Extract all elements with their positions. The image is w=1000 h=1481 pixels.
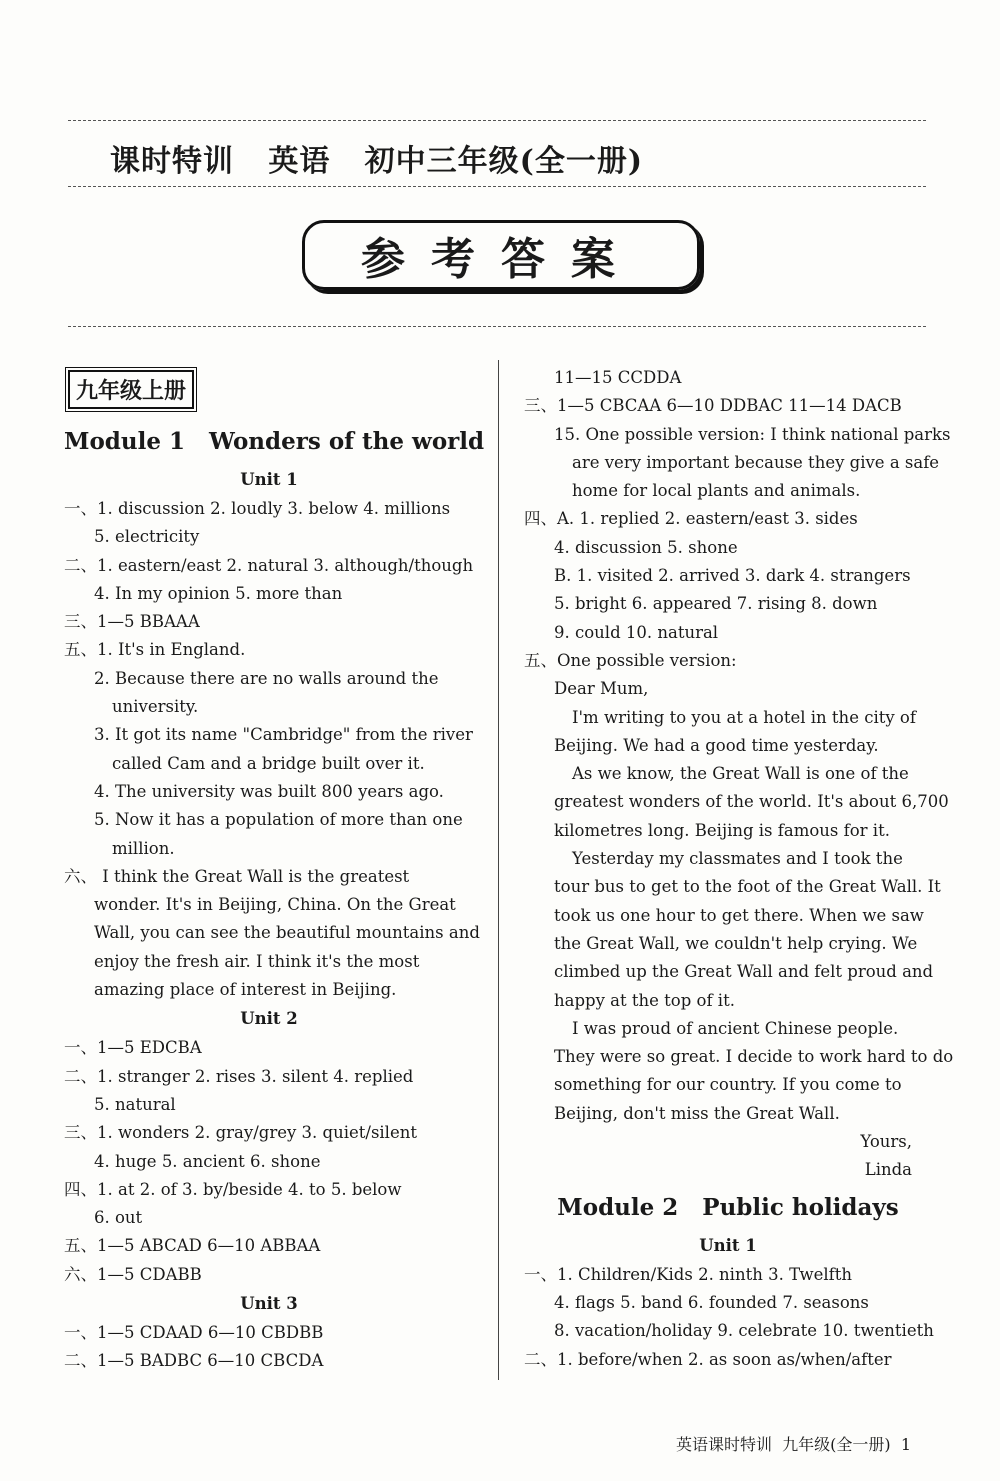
answer-line: 8. vacation/holiday 9. celebrate 10. twentieth bbox=[554, 1321, 934, 1341]
answer-line: 6. out bbox=[94, 1208, 143, 1228]
answer-line: Dear Mum, bbox=[554, 679, 649, 699]
right-answer-lines bbox=[524, 364, 954, 1374]
unit-title: Unit 3 bbox=[240, 1294, 298, 1314]
answer-line: 11—15 CCDDA bbox=[554, 368, 682, 387]
answer-line: 四、1. at 2. of 3. by/beside 4. to 5. below bbox=[64, 1179, 402, 1199]
answer-line: 5. Now it has a population of more than one bbox=[94, 810, 463, 830]
answer-line: B. 1. visited 2. arrived 3. dark 4. strangers bbox=[554, 566, 911, 586]
answer-line: climbed up the Great Wall and felt proud and bbox=[554, 962, 934, 982]
answer-line: amazing place of interest in Beijing. bbox=[94, 980, 397, 1000]
answer-line: 9. could 10. natural bbox=[554, 622, 719, 642]
header-divider bbox=[68, 186, 926, 187]
answer-line: called Cam and a bridge built over it. bbox=[112, 753, 425, 773]
answer-line: 5. electricity bbox=[94, 527, 200, 547]
answer-line: Beijing. We had a good time yesterday. bbox=[554, 735, 879, 755]
answer-line: 3. It got its name "Cambridge" from the river bbox=[94, 725, 473, 745]
grade-label: 九年级上册 bbox=[68, 370, 194, 409]
book-title: 课时特训 英语 初中三年级(全一册) bbox=[110, 144, 644, 179]
unit-title: Unit 2 bbox=[240, 1009, 298, 1029]
answer-line: 5. natural bbox=[94, 1094, 176, 1114]
answer-line: 二、1. eastern/east 2. natural 3. although/though bbox=[64, 555, 474, 575]
answer-line: 4. In my opinion 5. more than bbox=[94, 583, 343, 603]
answer-line: 四、A. 1. replied 2. eastern/east 3. sides bbox=[524, 509, 858, 529]
answer-line: the Great Wall, we couldn't help crying. We bbox=[554, 933, 918, 953]
answer-line: I was proud of ancient Chinese people. bbox=[572, 1018, 899, 1038]
answer-line: 二、1. before/when 2. as soon as/when/after bbox=[524, 1349, 892, 1369]
answer-line: I'm writing to you at a hotel in the city of bbox=[572, 707, 916, 727]
answer-line: 15. One possible version: I think national parks bbox=[554, 424, 951, 444]
left-answer-lines bbox=[64, 465, 480, 1376]
answer-line: 五、1. It's in England. bbox=[64, 640, 246, 660]
answer-key-banner: 参考答案 bbox=[302, 220, 700, 290]
answer-line: 五、One possible version: bbox=[524, 650, 737, 670]
answer-line: enjoy the fresh air. I think it's the most bbox=[94, 951, 420, 971]
answer-line: greatest wonders of the world. It's about 6,700 bbox=[554, 792, 949, 812]
answer-line: university. bbox=[112, 697, 199, 717]
answer-line: happy at the top of it. bbox=[554, 990, 735, 1010]
answer-line: 二、1—5 BADBC 6—10 CBCDA bbox=[64, 1351, 324, 1371]
answer-line: 一、1—5 EDCBA bbox=[64, 1038, 202, 1058]
answer-line: 5. bright 6. appeared 7. rising 8. down bbox=[554, 594, 878, 614]
answer-line: 4. discussion 5. shone bbox=[554, 537, 738, 557]
answer-line: Wall, you can see the beautiful mountains and bbox=[94, 923, 480, 943]
answer-line: took us one hour to get there. When we saw bbox=[554, 905, 924, 925]
right-column bbox=[524, 364, 954, 1374]
answer-line: 五、1—5 ABCAD 6—10 ABBAA bbox=[64, 1236, 321, 1256]
answer-line: tour bus to get to the foot of the Great Wall. It bbox=[554, 877, 941, 897]
module-title: Module 2 Public holidays bbox=[557, 1193, 899, 1221]
answer-line: They were so great. I decide to work hard to do bbox=[554, 1047, 954, 1067]
answer-line: something for our country. If you come to bbox=[554, 1075, 902, 1095]
module-1-title: Module 1 Wonders of the world bbox=[64, 428, 485, 455]
answer-line: 三、1—5 BBAAA bbox=[64, 612, 200, 632]
answer-line: 六、1—5 CDABB bbox=[64, 1264, 202, 1284]
signature-line: Linda bbox=[864, 1160, 912, 1180]
answer-line: 4. huge 5. ancient 6. shone bbox=[94, 1151, 321, 1171]
answer-line: are very important because they give a safe bbox=[572, 452, 940, 472]
answer-line: 2. Because there are no walls around the bbox=[94, 668, 439, 688]
answer-line: Yesterday my classmates and I took the bbox=[572, 849, 903, 869]
unit-title: Unit 1 bbox=[699, 1235, 757, 1255]
answer-line: 二、1. stranger 2. rises 3. silent 4. replied bbox=[64, 1066, 414, 1086]
left-column bbox=[64, 364, 485, 1376]
answer-line: million. bbox=[112, 838, 175, 858]
answer-line: 三、1—5 CBCAA 6—10 DDBAC 11—14 DACB bbox=[524, 396, 902, 416]
answer-line: Beijing, don't miss the Great Wall. bbox=[554, 1103, 840, 1123]
answer-line: 六、 I think the Great Wall is the greatest bbox=[64, 866, 410, 886]
answer-line: As we know, the Great Wall is one of the bbox=[572, 764, 909, 784]
answer-line: 4. flags 5. band 6. founded 7. seasons bbox=[554, 1292, 869, 1312]
answer-line: 一、1. discussion 2. loudly 3. below 4. millions bbox=[64, 499, 451, 518]
answer-line: 三、1. wonders 2. gray/grey 3. quiet/silent bbox=[64, 1123, 417, 1143]
answer-line: 4. The university was built 800 years ago. bbox=[94, 781, 444, 801]
answer-line: home for local plants and animals. bbox=[572, 481, 861, 501]
column-divider bbox=[498, 360, 499, 1380]
signature-line: Yours, bbox=[860, 1132, 912, 1152]
answer-line: 一、1. Children/Kids 2. ninth 3. Twelfth bbox=[524, 1264, 853, 1284]
page-footer: 英语课时特训 九年级(全一册) 1 bbox=[676, 1435, 912, 1454]
answer-line: kilometres long. Beijing is famous for it. bbox=[554, 820, 890, 840]
answer-line: wonder. It's in Beijing, China. On the Great bbox=[94, 895, 456, 915]
answer-line: 一、1—5 CDAAD 6—10 CBDBB bbox=[64, 1323, 324, 1343]
unit-title: Unit 1 bbox=[240, 470, 298, 489]
